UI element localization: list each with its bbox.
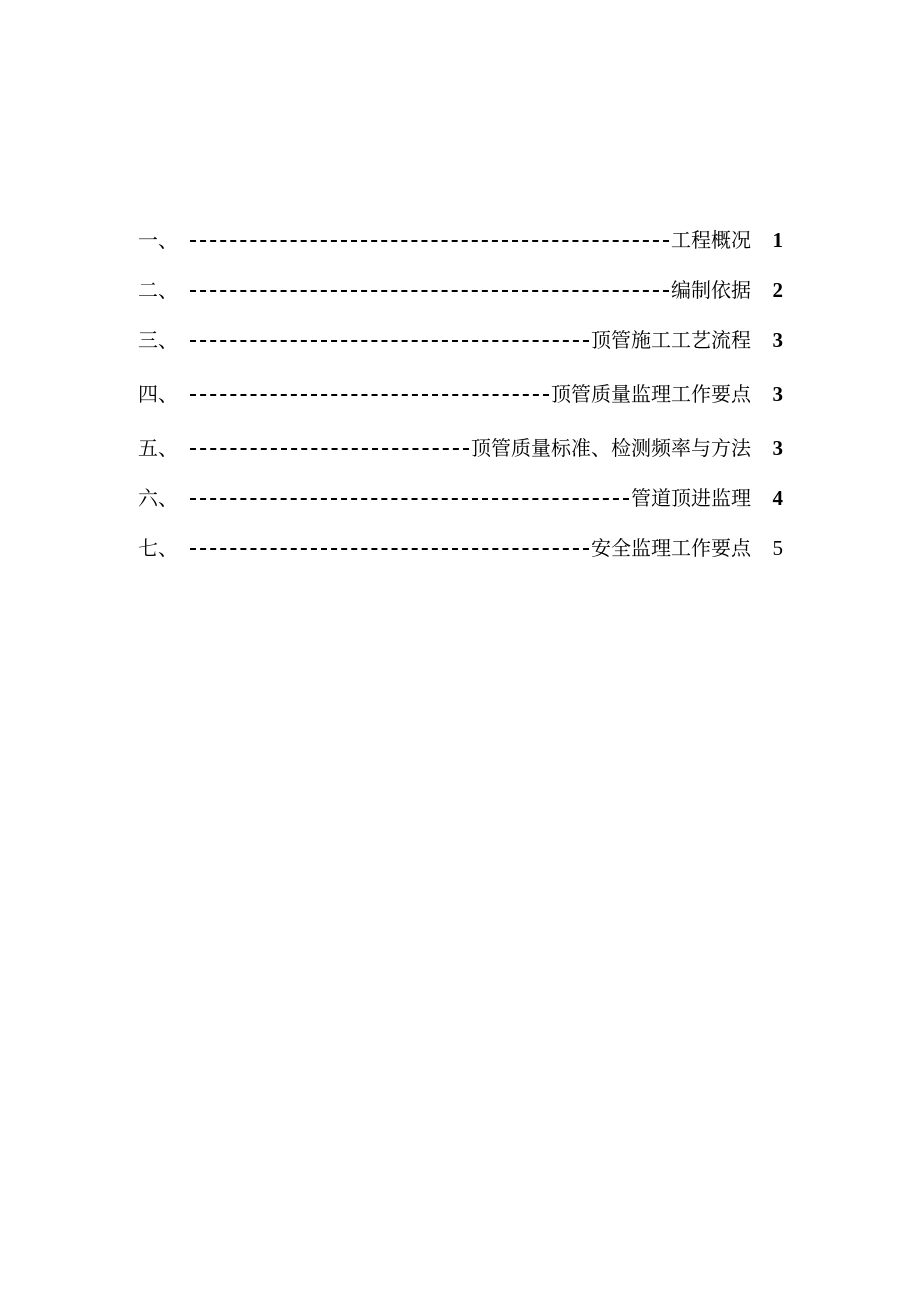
toc-entry[interactable] — [138, 272, 783, 308]
toc-entry-number: 七、 — [138, 536, 178, 560]
toc-entry-page: 5 — [772, 536, 783, 560]
dash-leader-line — [190, 290, 669, 292]
toc-entry[interactable] — [138, 322, 783, 358]
toc-entry-number: 六、 — [138, 486, 178, 510]
toc-entry-title: 顶管质量监理工作要点 — [551, 382, 751, 406]
toc-entry-number: 五、 — [138, 436, 178, 460]
toc-leader — [190, 328, 751, 352]
toc-leader — [190, 436, 751, 460]
toc-leader — [190, 486, 751, 510]
toc-entry-page: 3 — [772, 382, 783, 406]
toc-entry-number: 四、 — [138, 382, 178, 406]
toc-entry-title: 工程概况 — [671, 228, 751, 252]
toc-entry-page: 3 — [772, 436, 783, 460]
toc-entry-title: 管道顶进监理 — [631, 486, 751, 510]
toc-entry-title: 顶管施工工艺流程 — [591, 328, 751, 352]
toc-entry[interactable] — [138, 222, 783, 258]
toc-entry-page: 3 — [772, 328, 783, 352]
dash-leader-line — [190, 340, 589, 342]
toc-leader — [190, 536, 751, 560]
table-of-contents — [138, 222, 783, 580]
dash-leader-line — [190, 394, 549, 396]
toc-entry-number: 二、 — [138, 278, 178, 302]
toc-entry[interactable] — [138, 480, 783, 516]
toc-entry-number: 三、 — [138, 328, 178, 352]
toc-entry-title: 编制依据 — [671, 278, 751, 302]
toc-entry-number: 一、 — [138, 228, 178, 252]
toc-entry-page: 4 — [772, 486, 783, 510]
toc-leader — [190, 382, 751, 406]
dash-leader-line — [190, 498, 629, 500]
dash-leader-line — [190, 448, 469, 450]
toc-entry[interactable] — [138, 430, 783, 466]
toc-entry-page: 1 — [772, 228, 783, 252]
toc-entry-title: 安全监理工作要点 — [591, 536, 751, 560]
dash-leader-line — [190, 240, 669, 242]
dash-leader-line — [190, 548, 589, 550]
toc-entry[interactable] — [138, 530, 783, 566]
toc-entry-page: 2 — [772, 278, 783, 302]
toc-entry[interactable] — [138, 376, 783, 412]
toc-leader — [190, 228, 751, 252]
toc-leader — [190, 278, 751, 302]
toc-entry-title: 顶管质量标准、检测频率与方法 — [471, 436, 751, 460]
